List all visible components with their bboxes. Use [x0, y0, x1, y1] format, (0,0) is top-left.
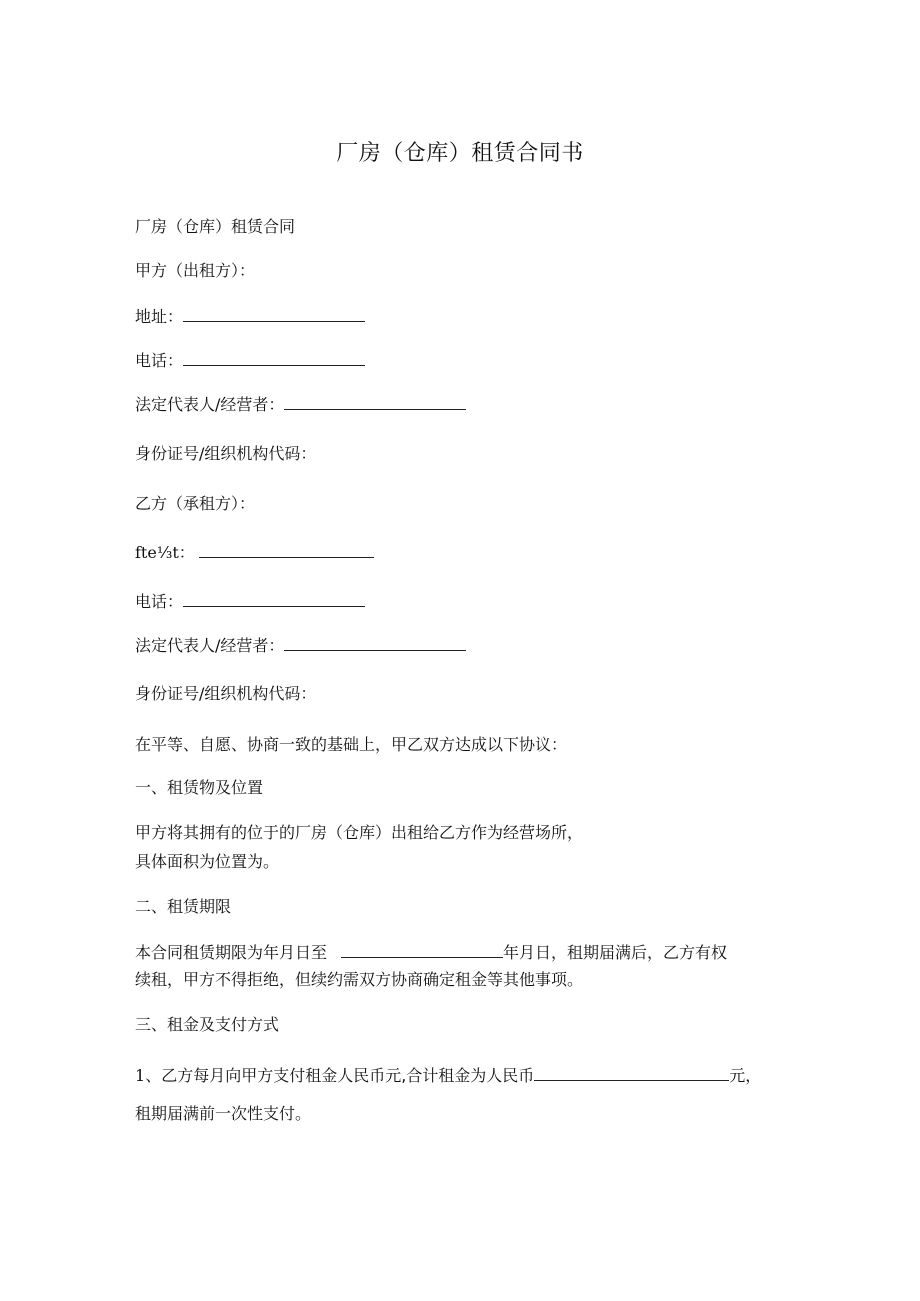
document-title: 厂房（仓库）租赁合同书: [336, 141, 584, 166]
party-b-id: 身份证号/组织机构代码：: [135, 684, 317, 703]
item1-text: 、乙方每月向甲方支付租金人民币元,合计租金为人民币: [145, 1066, 535, 1085]
party-a-phone: [135, 349, 365, 371]
party-a-address-blank[interactable]: [183, 305, 365, 322]
section3-item1: [135, 1064, 761, 1086]
section2-line2: 续租，甲方不得拒绝，但续约需双方协商确定租金等其他事项。: [135, 970, 584, 989]
section2-heading: 二、租赁期限: [135, 897, 232, 916]
party-a-phone-blank[interactable]: [183, 349, 365, 366]
party-a-id: 身份证号/组织机构代码：: [135, 444, 317, 463]
section1-line1: 甲方将其拥有的位于的厂房（仓库）出租给乙方作为经营场所，: [135, 823, 584, 842]
section2-line1-end: 年月日，租期届满后，乙方有权: [503, 943, 728, 962]
preamble: 在平等、自愿、协商一致的基础上，甲乙双方达成以下协议：: [135, 735, 568, 754]
party-b-address-blank[interactable]: [199, 541, 374, 558]
total-rent-blank[interactable]: [534, 1064, 729, 1081]
party-a-rep-label: 法定代表人/经营者：: [135, 395, 285, 414]
party-b-rep-label: 法定代表人/经营者：: [135, 636, 285, 655]
party-a-address: [135, 305, 365, 327]
party-a-rep: [135, 393, 466, 415]
party-b-phone-blank[interactable]: [183, 590, 365, 607]
party-b-phone-label: 电话：: [135, 592, 184, 611]
party-a-heading: 甲方（出租方）：: [135, 261, 256, 280]
contract-subtitle: 厂房（仓库）租赁合同: [135, 217, 296, 236]
party-b-heading: 乙方（承租方）：: [135, 494, 256, 513]
section2-line1-start: 本合同租赁期限为年月日至: [135, 943, 328, 962]
party-a-rep-blank[interactable]: [284, 393, 466, 410]
item1-unit: 元，: [729, 1066, 762, 1085]
party-b-phone: [135, 590, 365, 612]
section2-line1: [135, 941, 727, 963]
party-b-address-label: fte⅓t：: [135, 543, 195, 562]
section3-heading: 三、租金及支付方式: [135, 1015, 280, 1034]
party-a-address-label: 地址：: [135, 307, 184, 326]
section1-line2: 具体面积为位置为。: [135, 852, 280, 871]
party-a-phone-label: 电话：: [135, 351, 184, 370]
item1-number: 1: [135, 1066, 146, 1085]
section3-item1-line2: 租期届满前一次性支付。: [135, 1104, 312, 1123]
party-b-address: [135, 541, 374, 563]
section1-heading: 一、租赁物及位置: [135, 778, 264, 797]
party-b-rep: [135, 634, 466, 656]
party-b-rep-blank[interactable]: [284, 634, 466, 651]
end-date-blank[interactable]: [341, 941, 503, 958]
